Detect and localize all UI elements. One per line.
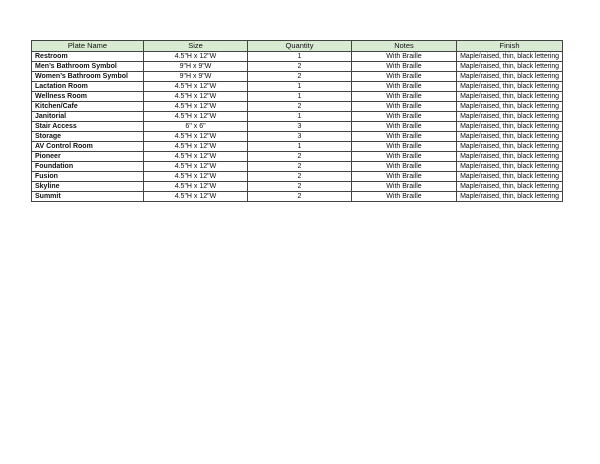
cell-size: 4.5"H x 12"W	[144, 182, 248, 192]
cell-finish: Maple/raised, thin, black lettering	[457, 162, 563, 172]
cell-plate-name: Stair Access	[32, 122, 144, 132]
cell-notes: With Braille	[352, 132, 457, 142]
cell-finish: Maple/raised, thin, black lettering	[457, 152, 563, 162]
table-row	[32, 182, 563, 192]
column-header-quantity: Quantity	[248, 41, 352, 52]
cell-size: 4.5"H x 12"W	[144, 132, 248, 142]
table-row	[32, 142, 563, 152]
cell-size: 4.5"H x 12"W	[144, 112, 248, 122]
table-row	[32, 152, 563, 162]
cell-quantity: 1	[248, 142, 352, 152]
cell-plate-name: Men’s Bathroom Symbol	[32, 62, 144, 72]
cell-notes: With Braille	[352, 52, 457, 62]
cell-notes: With Braille	[352, 72, 457, 82]
table-row	[32, 92, 563, 102]
column-header-notes: Notes	[352, 41, 457, 52]
cell-plate-name: Foundation	[32, 162, 144, 172]
table-row	[32, 62, 563, 72]
cell-quantity: 2	[248, 182, 352, 192]
cell-quantity: 2	[248, 192, 352, 202]
cell-plate-name: Lactation Room	[32, 82, 144, 92]
cell-quantity: 2	[248, 72, 352, 82]
table-body	[32, 52, 563, 202]
table-row	[32, 112, 563, 122]
table-row	[32, 82, 563, 92]
cell-quantity: 1	[248, 82, 352, 92]
cell-size: 4.5"H x 12"W	[144, 82, 248, 92]
cell-quantity: 2	[248, 162, 352, 172]
cell-size: 4.5"H x 12"W	[144, 162, 248, 172]
cell-notes: With Braille	[352, 122, 457, 132]
cell-notes: With Braille	[352, 172, 457, 182]
cell-plate-name: Storage	[32, 132, 144, 142]
cell-quantity: 1	[248, 112, 352, 122]
cell-finish: Maple/raised, thin, black lettering	[457, 52, 563, 62]
cell-notes: With Braille	[352, 162, 457, 172]
cell-finish: Maple/raised, thin, black lettering	[457, 82, 563, 92]
cell-finish: Maple/raised, thin, black lettering	[457, 62, 563, 72]
cell-finish: Maple/raised, thin, black lettering	[457, 102, 563, 112]
cell-size: 4.5"H x 12"W	[144, 152, 248, 162]
cell-quantity: 1	[248, 92, 352, 102]
cell-plate-name: Janitorial	[32, 112, 144, 122]
cell-plate-name: Kitchen/Cafe	[32, 102, 144, 112]
header-row	[32, 41, 563, 52]
cell-plate-name: Restroom	[32, 52, 144, 62]
cell-notes: With Braille	[352, 192, 457, 202]
cell-plate-name: Wellness Room	[32, 92, 144, 102]
column-header-finish: Finish	[457, 41, 563, 52]
cell-plate-name: Pioneer	[32, 152, 144, 162]
cell-plate-name: Women’s Bathroom Symbol	[32, 72, 144, 82]
cell-size: 4.5"H x 12"W	[144, 142, 248, 152]
cell-size: 4.5"H x 12"W	[144, 52, 248, 62]
table-row	[32, 132, 563, 142]
table-row	[32, 192, 563, 202]
table-row	[32, 52, 563, 62]
column-header-plate-name: Plate Name	[32, 41, 144, 52]
cell-size: 4.5"H x 12"W	[144, 192, 248, 202]
column-header-size: Size	[144, 41, 248, 52]
cell-finish: Maple/raised, thin, black lettering	[457, 122, 563, 132]
cell-finish: Maple/raised, thin, black lettering	[457, 132, 563, 142]
cell-finish: Maple/raised, thin, black lettering	[457, 192, 563, 202]
cell-size: 9"H x 9"W	[144, 62, 248, 72]
cell-finish: Maple/raised, thin, black lettering	[457, 112, 563, 122]
cell-plate-name: AV Control Room	[32, 142, 144, 152]
cell-quantity: 2	[248, 102, 352, 112]
cell-notes: With Braille	[352, 182, 457, 192]
table-header	[32, 41, 563, 52]
cell-quantity: 2	[248, 62, 352, 72]
signage-plate-table	[31, 40, 563, 202]
cell-finish: Maple/raised, thin, black lettering	[457, 92, 563, 102]
cell-notes: With Braille	[352, 82, 457, 92]
table-row	[32, 172, 563, 182]
cell-quantity: 1	[248, 52, 352, 62]
cell-quantity: 2	[248, 152, 352, 162]
cell-finish: Maple/raised, thin, black lettering	[457, 72, 563, 82]
cell-notes: With Braille	[352, 92, 457, 102]
cell-size: 4.5"H x 12"W	[144, 92, 248, 102]
cell-size: 6" x 6"	[144, 122, 248, 132]
cell-notes: With Braille	[352, 102, 457, 112]
cell-plate-name: Skyline	[32, 182, 144, 192]
cell-quantity: 2	[248, 172, 352, 182]
cell-quantity: 3	[248, 122, 352, 132]
cell-size: 4.5"H x 12"W	[144, 102, 248, 112]
table-row	[32, 72, 563, 82]
cell-plate-name: Summit	[32, 192, 144, 202]
cell-finish: Maple/raised, thin, black lettering	[457, 182, 563, 192]
cell-size: 4.5"H x 12"W	[144, 172, 248, 182]
cell-notes: With Braille	[352, 142, 457, 152]
cell-quantity: 3	[248, 132, 352, 142]
cell-notes: With Braille	[352, 62, 457, 72]
table-row	[32, 162, 563, 172]
cell-plate-name: Fusion	[32, 172, 144, 182]
table-row	[32, 122, 563, 132]
table-row	[32, 102, 563, 112]
cell-size: 9"H x 9"W	[144, 72, 248, 82]
cell-notes: With Braille	[352, 152, 457, 162]
cell-finish: Maple/raised, thin, black lettering	[457, 172, 563, 182]
cell-notes: With Braille	[352, 112, 457, 122]
cell-finish: Maple/raised, thin, black lettering	[457, 142, 563, 152]
